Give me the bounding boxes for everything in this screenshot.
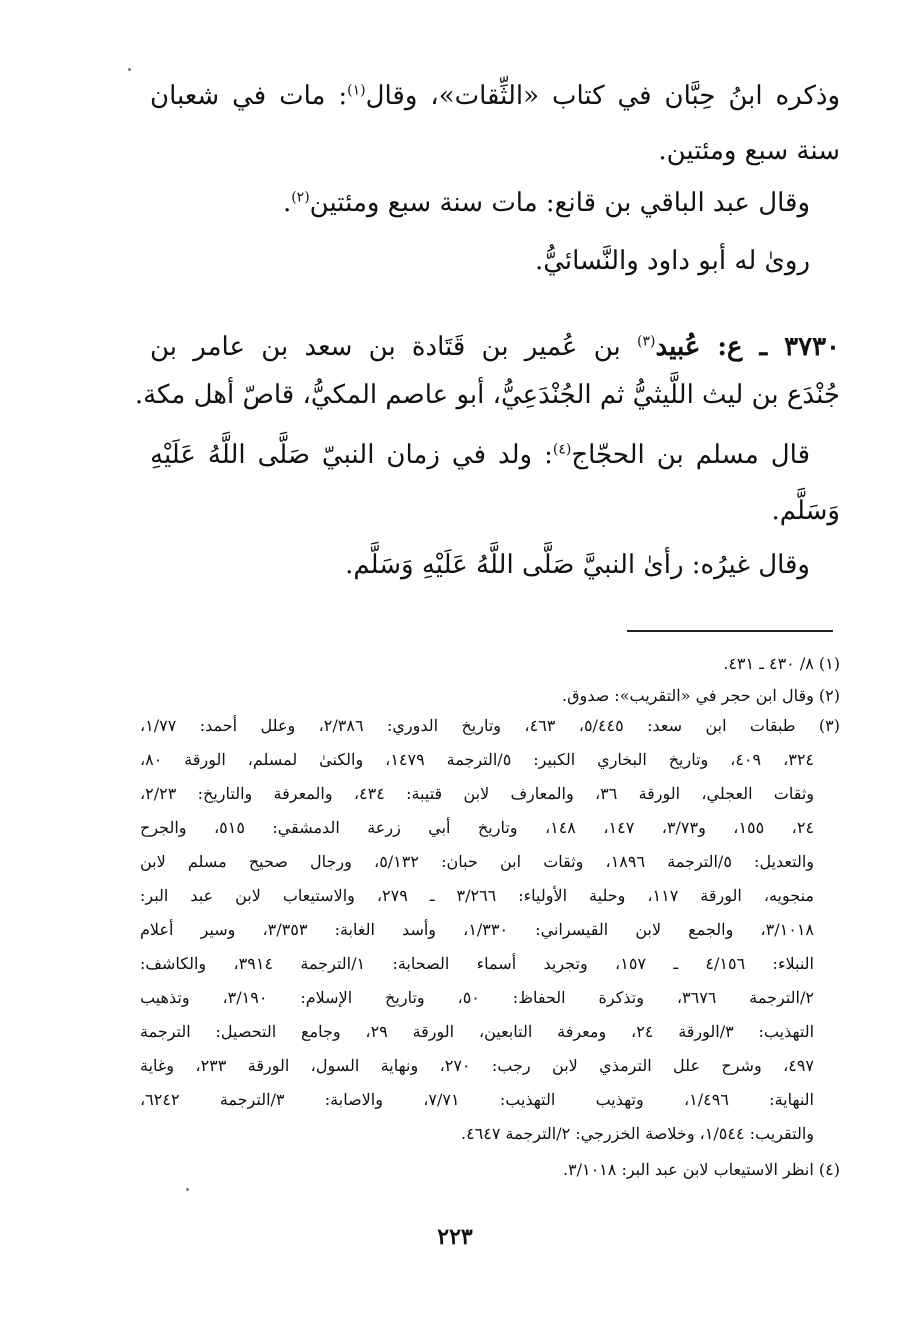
footnote-3-line-1: (٣) طبقات ابن سعد: ٥/٤٤٥، ٤٦٣، وتاريخ الدوري: ٢/٣٨٦، وعلل أحمد: ١/٧٧، <box>140 716 841 735</box>
page-number: ٢٢٣ <box>437 1224 473 1250</box>
text-segment: سنة سبع ومئتين. <box>658 136 840 166</box>
scan-speck <box>128 68 131 71</box>
footnote-ref-3: (٣) <box>637 333 656 350</box>
paragraph-others <box>150 548 810 582</box>
entry-3730-line-1 <box>150 330 840 364</box>
text-segment: وَسَلَّم. <box>771 496 840 526</box>
paragraph-ibn-hibban-line-1 <box>150 79 840 113</box>
text-segment: قال مسلم بن الحجّاج <box>571 440 811 470</box>
footnote-4: (٤) انظر الاستيعاب لابن عبد البر: ٣/١٠١٨. <box>562 1160 840 1179</box>
footnote-3-line-9: ٢/الترجمة ٣٦٧٦، وتذكرة الحفاظ: ٥٠، وتاريخ الإسلام: ٣/١٩٠، وتذهيب <box>140 988 814 1007</box>
footnote-separator <box>627 630 833 632</box>
text-segment: روىٰ له أبو داود والنَّسائيُّ. <box>534 246 810 276</box>
footnote-ref-1: (١) <box>347 82 366 99</box>
footnote-3-line-6: منجويه، الورقة ١١٧، وحلية الأولياء: ٣/٢٦٦ ـ ٢٧٩، والاستيعاب لابن عبد البر: <box>140 886 815 905</box>
text-segment: وقال عبد الباقي بن قانع: مات سنة سبع ومئتين <box>309 188 810 218</box>
footnote-3-line-2: ٣٢٤، ٤٠٩، وتاريخ البخاري الكبير: ٥/الترجمة ١٤٧٩، والكنىٰ لمسلم، الورقة ٨٠، <box>140 750 815 769</box>
entry-heading: ٣٧٣٠ ـ ع: عُبيد <box>655 332 840 362</box>
paragraph-ibn-hibban-line-2 <box>150 134 840 168</box>
paragraph-abd-al-baqi <box>150 186 810 220</box>
paragraph-muslim-line-1 <box>150 438 810 472</box>
entry-3730-line-2 <box>134 378 840 412</box>
text-segment: : ولد في زمان النبيّ صَلَّى اللَّهُ عَلَيْهِ <box>150 440 553 470</box>
text-segment: . <box>282 188 292 218</box>
footnote-3-line-5: والتعديل: ٥/الترجمة ١٨٩٦، وثقات ابن حبان: ٥/١٣٢، ورجال صحيح مسلم لابن <box>140 852 814 871</box>
footnote-3-line-7: ٣/١٠١٨، والجمع لابن القيسراني: ١/٣٣٠، وأسد الغابة: ٣/٣٥٣، وسير أعلام <box>140 920 814 939</box>
scan-speck <box>186 1188 189 1191</box>
paragraph-muslim-line-2 <box>150 494 840 528</box>
text-segment: وذكره ابنُ حِبَّان في كتاب «الثِّقات»، وقال <box>365 81 840 111</box>
footnote-3-line-13: والتقريب: ١/٥٤٤، وخلاصة الخزرجي: ٢/الترجمة ٤٦٤٧. <box>460 1124 814 1143</box>
text-segment: جُنْدَع بن ليث اللَّيثيُّ ثم الجُنْدَعِيُّ، أبو عاصم المكيُّ، قاصّ أهل مكة. <box>134 380 840 410</box>
text-segment: وقال غيرُه: رأىٰ النبيَّ صَلَّى اللَّهُ عَلَيْهِ وَسَلَّم. <box>345 550 810 580</box>
footnote-3-line-12: النهاية: ١/٤٩٦، وتهذيب التهذيب: ٧/٧١، والاصابة: ٣/الترجمة ٦٢٤٢، <box>140 1090 814 1109</box>
footnote-ref-2: (٢) <box>291 189 310 206</box>
footnote-2: (٢) وقال ابن حجر في «التقريب»: صدوق. <box>562 686 840 705</box>
footnote-3-line-11: ٤٩٧، وشرح علل الترمذي لابن رجب: ٢٧٠، ونهاية السول، الورقة ٢٣٣، وغاية <box>140 1056 815 1075</box>
text-segment: بن عُمير بن قَتَادة بن سعد بن عامر بن <box>150 332 638 362</box>
footnote-3-line-8: النبلاء: ٤/١٥٦ ـ ١٥٧، وتجريد أسماء الصحابة: ١/الترجمة ٣٩١٤، والكاشف: <box>140 954 814 973</box>
footnote-ref-4: (٤) <box>552 441 572 458</box>
footnote-3-line-4: ٢٤، ١٥٥، و٣/٧٣، ١٤٧، ١٤٨، وتاريخ أبي زرعة الدمشقي: ٥١٥، والجرح <box>140 818 815 837</box>
footnote-3-line-3: وثقات العجلي، الورقة ٣٦، والمعارف لابن قتيبة: ٤٣٤، والمعرفة والتاريخ: ٢/٢٣، <box>140 784 815 803</box>
footnote-3-line-10: التهذيب: ٣/الورقة ٢٤، ومعرفة التابعين، الورقة ٢٩، وجامع التحصيل: الترجمة <box>140 1022 815 1041</box>
paragraph-narrators <box>150 244 810 278</box>
footnote-1: (١) ٨/ ٤٣٠ ـ ٤٣١. <box>723 654 840 673</box>
text-segment: : مات في شعبان <box>150 81 348 111</box>
